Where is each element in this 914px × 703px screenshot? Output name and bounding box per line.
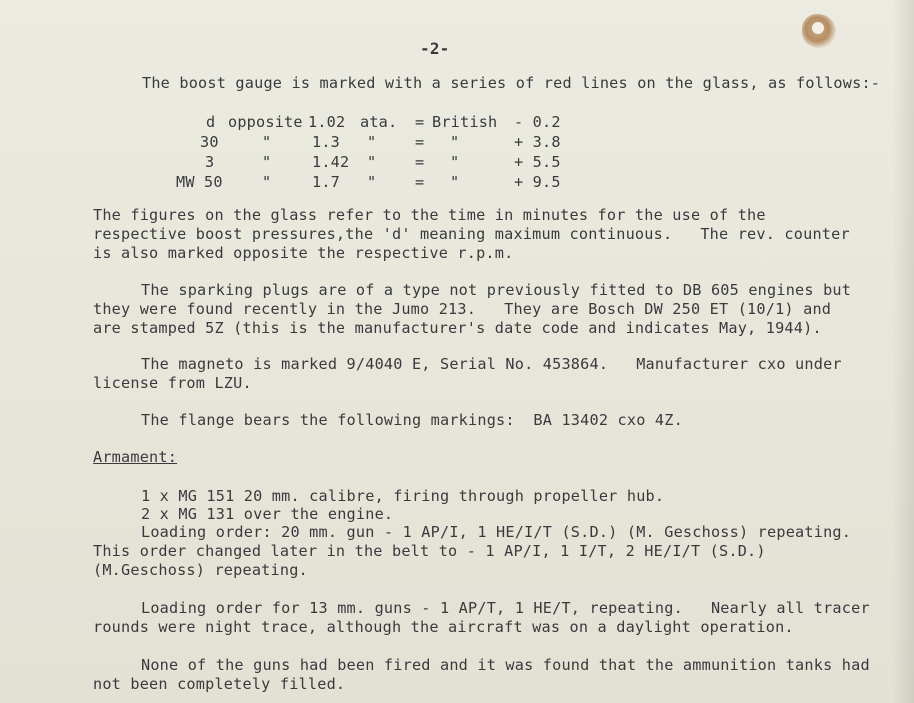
boost-unit: ata. [360, 113, 398, 131]
armament-line-1: 1 x MG 151 20 mm. calibre, firing through propeller hub. [141, 487, 665, 505]
boost-opposite: " [262, 153, 272, 171]
magneto-line-1: The magneto is marked 9/4040 E, Serial No. 453864. Manufacturer cxo under [141, 355, 842, 373]
punch-hole [812, 22, 824, 34]
armament-heading: Armament: [93, 448, 178, 466]
boost-opposite: " [262, 133, 272, 151]
boost-value: - 0.2 [514, 113, 561, 131]
boost-pressure: 1.02 [308, 113, 346, 131]
guns-line-1: None of the guns had been fired and it was found that the ammunition tanks had [141, 656, 870, 674]
boost-mark: MW 50 [176, 173, 223, 191]
boost-ref: " [450, 153, 460, 171]
figures-line-2: respective boost pressures,the 'd' meaning maximum continuous. The rev. counter [93, 225, 850, 243]
boost-opposite: " [262, 173, 272, 191]
boost-ref: " [450, 133, 460, 151]
boost-unit: " [367, 173, 377, 191]
armament-line-5: (M.Geschoss) repeating. [93, 561, 308, 579]
boost-pressure: 1.3 [312, 133, 341, 151]
boost-opposite: opposite [228, 113, 303, 131]
boost-equals: = [415, 153, 425, 171]
boost-unit: " [367, 133, 377, 151]
guns-line-2: not been completely filled. [93, 675, 346, 693]
page-number: -2- [420, 39, 450, 58]
armament-line-4: This order changed later in the belt to - 1 AP/I, 1 I/T, 2 HE/I/T (S.D.) [93, 542, 766, 560]
thirteen-mm-line-2: rounds were night trace, although the aircraft was on a daylight operation. [93, 618, 794, 636]
plugs-line-1: The sparking plugs are of a type not previously fitted to DB 605 engines but [141, 281, 852, 299]
boost-mark: d [206, 113, 216, 131]
boost-unit: " [367, 153, 377, 171]
boost-equals: = [415, 133, 425, 151]
boost-value: + 9.5 [514, 173, 561, 191]
boost-value: + 5.5 [514, 153, 561, 171]
boost-ref: British [432, 113, 498, 131]
boost-mark: 30 [200, 133, 219, 151]
boost-ref: " [450, 173, 460, 191]
boost-equals: = [415, 173, 425, 191]
boost-pressure: 1.42 [312, 153, 350, 171]
magneto-line-2: license from LZU. [93, 374, 252, 392]
thirteen-mm-line-1: Loading order for 13 mm. guns - 1 AP/T, 1 HE/T, repeating. Nearly all tracer [141, 599, 870, 617]
boost-pressure: 1.7 [312, 173, 341, 191]
page-edge-shadow [892, 0, 914, 703]
boost-mark: 3 [205, 153, 215, 171]
boost-equals: = [415, 113, 425, 131]
armament-line-2: 2 x MG 131 over the engine. [141, 505, 394, 523]
figures-line-1: The figures on the glass refer to the time in minutes for the use of the [93, 206, 766, 224]
armament-line-3: Loading order: 20 mm. gun - 1 AP/I, 1 HE/I/T (S.D.) (M. Geschoss) repeating. [141, 523, 852, 541]
boost-value: + 3.8 [514, 133, 561, 151]
plugs-line-3: are stamped 5Z (this is the manufacturer's date code and indicates May, 1944). [93, 319, 822, 337]
plugs-line-2: they were found recently in the Jumo 213. They are Bosch DW 250 ET (10/1) and [93, 300, 832, 318]
intro-text: The boost gauge is marked with a series of red lines on the glass, as follows:- [142, 74, 881, 92]
flange-text: The flange bears the following markings: BA 13402 cxo 4Z. [141, 411, 683, 429]
figures-line-3: is also marked opposite the respective r.p.m. [93, 244, 514, 262]
